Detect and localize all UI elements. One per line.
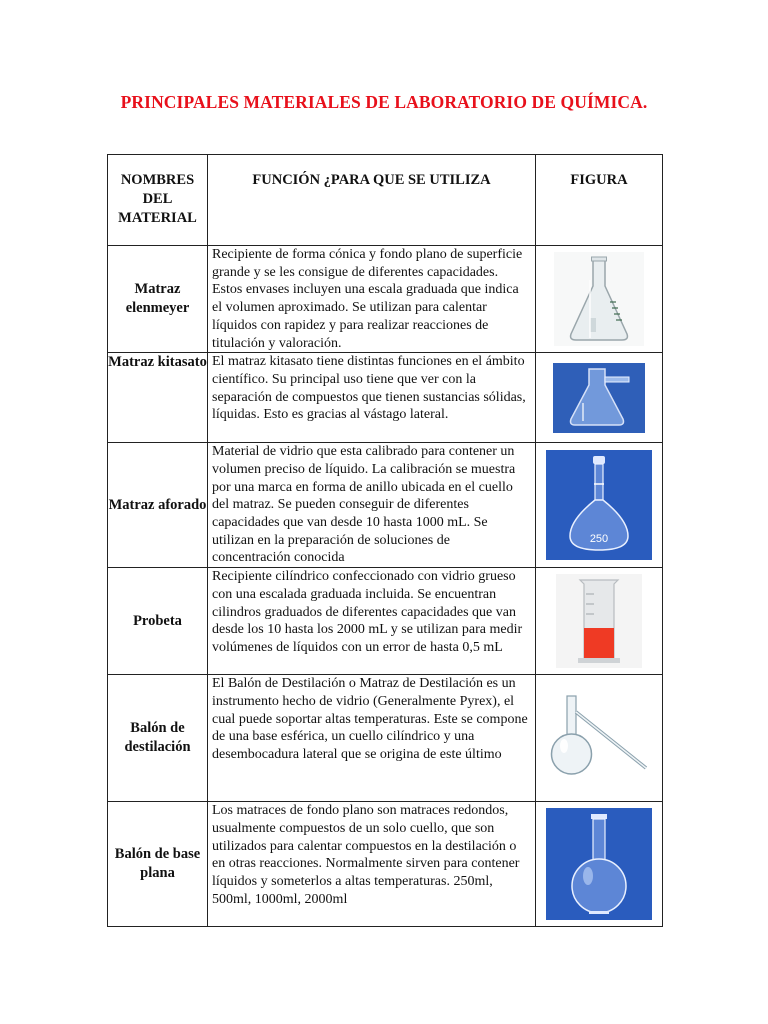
table-row [108,443,663,568]
table-row [108,802,663,927]
material-description: El Balón de Destilación o Matraz de Destilación es un instrumento hecho de vidrio (Generalmente Pyrex), el cual puede soportar altas temperaturas. Este se compone de una base esférica, un cuello cilíndrico y una desembocadura lateral que se origina de este último [208,675,536,802]
table-row [108,568,663,675]
material-figure [536,568,663,675]
material-figure [536,443,663,568]
table-header-row [108,155,663,246]
flat-bottom-flask-icon [546,808,652,920]
erlenmeyer-flask-icon [554,252,644,346]
material-name: Probeta [108,568,208,675]
material-figure [536,802,663,927]
graduated-cylinder-icon [556,574,642,668]
material-description: Los matraces de fondo plano son matraces redondos, usualmente compuestos de un solo cuello, que son utilizados para calentar compuestos en la destilación o en otras reacciones. Normalmente sirven para contener líquidos y someterlos a altas temperaturas. 250ml, 500ml, 1000ml, 2000ml [208,802,536,927]
header-name: NOMBRES DEL MATERIAL [108,155,208,246]
page-title: PRINCIPALES MATERIALES DE LABORATORIO DE QUÍMICA. [120,92,648,112]
materials-table [107,154,663,927]
material-description: Recipiente de forma cónica y fondo plano de superficie grande y se les consigue de diferentes capacidades. Estos envases incluyen una escala graduada que indica el volumen aproximado. Se utilizan para calentar líquidos con rapidez y para realizar reacciones de titulación y valoración. [208,246,536,353]
table-row [108,675,663,802]
material-name: Balón de destilación [108,675,208,802]
material-figure [536,675,663,802]
material-name: Balón de base plana [108,802,208,927]
material-description: Recipiente cilíndrico confeccionado con vidrio grueso con una escalada graduada incluida. Se encuentran cilindros graduados de diferentes capacidades que van desde los 10 hasta los 2000 mL y se utilizan para medir volúmenes de líquidos con un error de hasta 0,5 mL [208,568,536,675]
distillation-flask-icon [546,690,652,786]
kitasato-flask-icon [553,363,645,433]
table-row [108,246,663,353]
material-name: Matraz kitasato [108,353,208,443]
material-figure [536,353,663,443]
material-name: Matraz aforado [108,443,208,568]
material-description: Material de vidrio que esta calibrado para contener un volumen preciso de líquido. La calibración se muestra por una marca en forma de anillo ubicada en el cuello del matraz. Se pueden conseguir de diferentes capacidades que van desde 10 hasta 1000 mL. Se utilizan en la preparación de soluciones de concentración conocida [208,443,536,568]
volumetric-flask-icon [546,450,652,560]
header-figure: FIGURA [536,155,663,246]
table-row [108,353,663,443]
svg-text:250: 250 [589,533,609,546]
header-function: FUNCIÓN ¿PARA QUE SE UTILIZA [208,155,536,246]
material-description: El matraz kitasato tiene distintas funciones en el ámbito científico. Su principal uso tiene que ver con la separación de compuestos que tienen sustancias sólidas, líquidas. Esto es gracias al vástago lateral. [208,353,536,443]
material-name: Matraz elenmeyer [108,246,208,353]
material-figure [536,246,663,353]
